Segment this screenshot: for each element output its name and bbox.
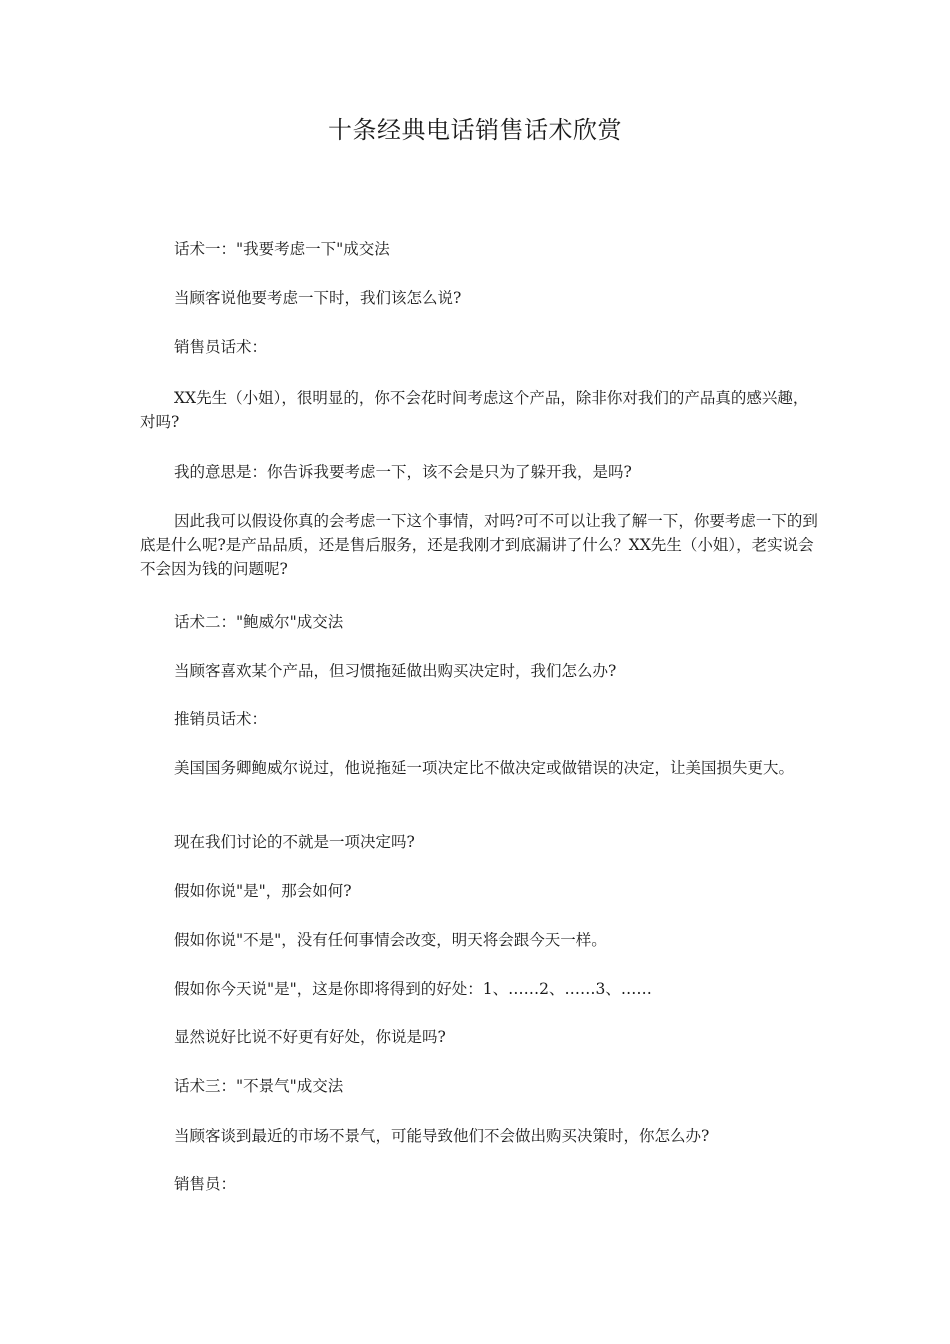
- paragraph: 假如你说"不是"，没有任何事情会改变，明天将会跟今天一样。: [174, 931, 607, 949]
- paragraph: XX先生（小姐），很明显的，你不会花时间考虑这个产品，除非你对我们的产品真的感兴趣，对吗?: [140, 389, 809, 431]
- paragraph: 销售员话术：: [174, 338, 268, 356]
- paragraph: 当顾客说他要考虑一下时，我们该怎么说?: [174, 289, 462, 307]
- paragraph: 假如你说"是"，那会如何?: [174, 882, 352, 900]
- paragraph: 我的意思是：你告诉我要考虑一下，该不会是只为了躲开我，是吗?: [174, 463, 632, 481]
- paragraph: 因此我可以假设你真的会考虑一下这个事情，对吗?可不可以让我了解一下，你要考虑一下的到底是什么呢?是产品品质，还是售后服务，还是我刚才到底漏讲了什么？XX先生（小姐），老实说会不会因为钱的问题呢?: [140, 512, 818, 578]
- paragraph: 假如你今天说"是"，这是你即将得到的好处：1、……2、……3、……: [174, 980, 652, 998]
- document-title: 十条经典电话销售话术欣赏: [328, 116, 622, 144]
- section-heading-3: 话术三："不景气"成交法: [174, 1077, 344, 1095]
- section-heading-1: 话术一："我要考虑一下"成交法: [174, 240, 390, 258]
- paragraph: 美国国务卿鲍威尔说过，他说拖延一项决定比不做决定或做错误的决定，让美国损失更大。: [174, 759, 795, 777]
- paragraph: 显然说好比说不好更有好处，你说是吗?: [174, 1028, 446, 1046]
- paragraph: 推销员话术：: [174, 710, 268, 728]
- paragraph: 销售员：: [174, 1175, 237, 1193]
- paragraph: 当顾客喜欢某个产品，但习惯拖延做出购买决定时，我们怎么办?: [174, 662, 617, 680]
- paragraph: 当顾客谈到最近的市场不景气，可能导致他们不会做出购买决策时，你怎么办?: [174, 1127, 710, 1145]
- section-heading-2: 话术二："鲍威尔"成交法: [174, 613, 344, 631]
- paragraph: 现在我们讨论的不就是一项决定吗?: [174, 833, 415, 851]
